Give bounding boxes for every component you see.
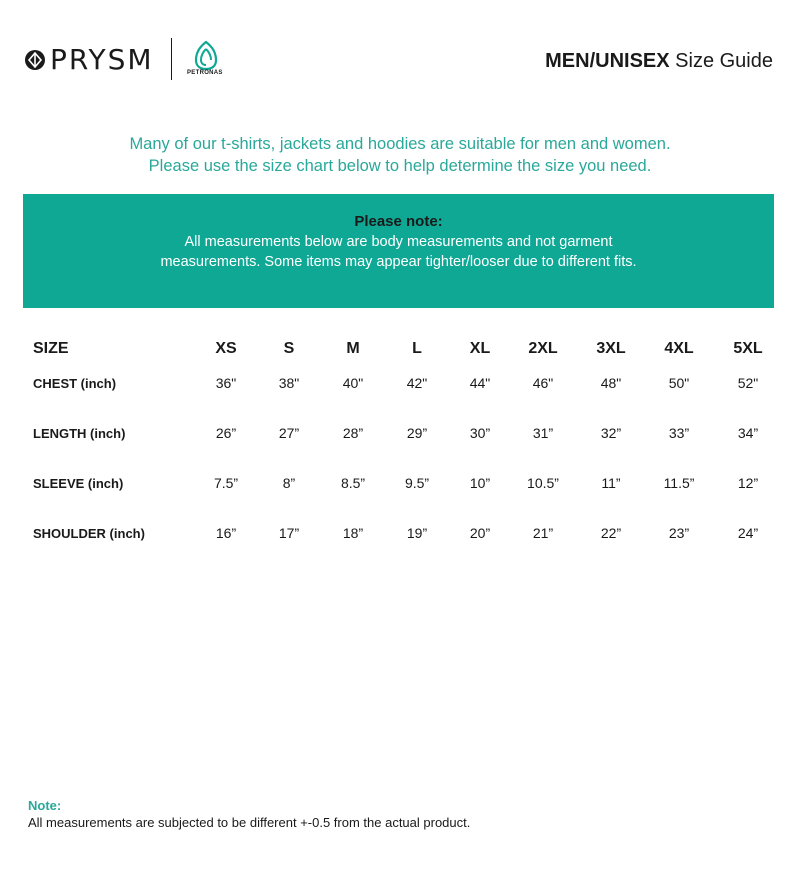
intro-line-1: Many of our t-shirts, jackets and hoodies are suitable for men and women. (129, 135, 671, 153)
table-cell: 48" (600, 375, 622, 391)
table-row-label: LENGTH (inch) (33, 426, 126, 441)
size-column-header: XS (215, 340, 237, 357)
table-cell: 34” (737, 425, 759, 441)
table-row (0, 480, 800, 541)
table-cell: 33” (668, 425, 690, 441)
size-column-header: 5XL (733, 340, 763, 357)
table-cell: 11” (601, 475, 621, 491)
table-cell: 20” (469, 525, 491, 541)
size-table (0, 330, 800, 541)
table-cell: 31” (532, 425, 554, 441)
footer-note (28, 798, 470, 830)
table-cell: 17” (278, 525, 300, 541)
table-cell: 7.5” (213, 475, 239, 491)
table-cell: 21” (532, 525, 554, 541)
size-column-header: M (346, 340, 360, 357)
table-cell: 10” (469, 475, 491, 491)
footer-note-title: Note: (28, 798, 62, 813)
note-text: All measurements below are body measurements and not garment measurements. Some items may appear tighter/looser due to different fits. (160, 234, 637, 270)
size-column-header: L (412, 340, 422, 357)
table-cell: 40" (342, 375, 364, 391)
table-cell: 27” (278, 425, 300, 441)
table-cell: 9.5” (404, 475, 430, 491)
table-cell: 46" (532, 375, 554, 391)
table-cell: 50" (668, 375, 690, 391)
logo-divider (171, 38, 172, 80)
table-row (0, 330, 800, 391)
table-cell: 19” (406, 525, 428, 541)
intro-line-2: Please use the size chart below to help determine the size you need. (148, 157, 652, 175)
prysm-emblem-icon (24, 49, 46, 71)
footer-note-text: All measurements are subjected to be different +-0.5 from the actual product. (28, 815, 471, 830)
page-title (545, 50, 773, 73)
size-column-header: 4XL (664, 340, 694, 357)
note-title: Please note: (354, 213, 443, 230)
table-header-size-label: SIZE (33, 340, 69, 357)
table-cell: 23” (668, 525, 690, 541)
table-cell: 32” (600, 425, 622, 441)
table-cell: 42" (406, 375, 428, 391)
size-column-header: 2XL (528, 340, 558, 357)
table-cell: 8.5” (340, 475, 366, 491)
table-cell: 24” (737, 525, 759, 541)
page-header (0, 0, 800, 100)
note-box (23, 194, 774, 308)
table-cell: 26” (215, 425, 237, 441)
table-cell: 8” (282, 475, 296, 491)
table-cell: 36" (215, 375, 237, 391)
prysm-wordmark: PRYSM (50, 43, 154, 76)
table-row-label: SHOULDER (inch) (33, 526, 145, 541)
table-row (0, 430, 800, 491)
table-row-label: SLEEVE (inch) (33, 476, 124, 491)
table-cell: 16” (215, 525, 237, 541)
table-cell: 38" (278, 375, 300, 391)
table-cell: 22” (600, 525, 622, 541)
table-cell: 10.5” (527, 475, 559, 491)
page-title-rest: Size Guide (669, 50, 773, 72)
size-column-header: 3XL (596, 340, 626, 357)
table-cell: 44" (469, 375, 491, 391)
table-cell: 29” (406, 425, 428, 441)
table-cell: 52" (737, 375, 759, 391)
table-row (0, 380, 800, 441)
petronas-label: PETRONAS (187, 70, 223, 76)
prysm-logo (24, 44, 154, 76)
page-title-bold: MEN/UNISEX (545, 50, 670, 72)
intro-text (0, 133, 800, 177)
table-row-label: CHEST (inch) (33, 376, 117, 391)
table-cell: 12” (737, 475, 759, 491)
size-column-header: S (283, 340, 295, 357)
table-cell: 30” (469, 425, 491, 441)
table-cell: 28” (342, 425, 364, 441)
table-cell: 11.5” (663, 475, 695, 491)
table-cell: 18” (342, 525, 364, 541)
size-column-header: XL (469, 340, 491, 357)
